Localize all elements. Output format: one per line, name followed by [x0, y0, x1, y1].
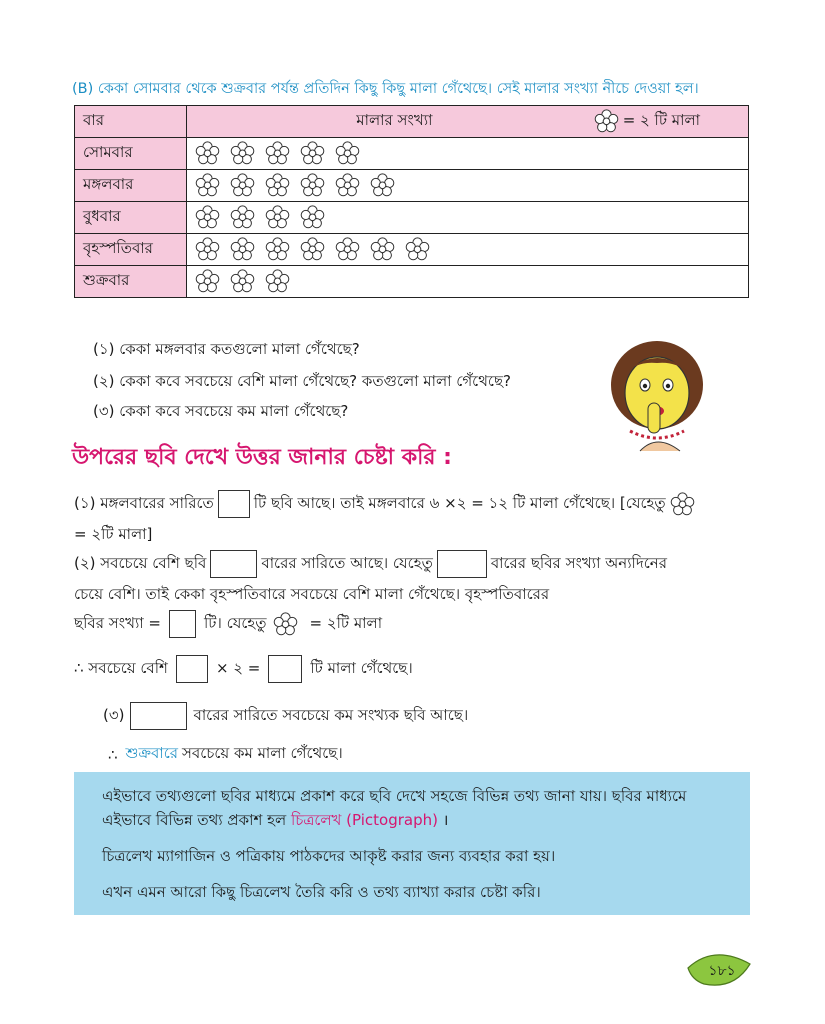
flower-row — [195, 237, 740, 262]
table-row — [75, 170, 749, 202]
answer-2-text-3: বারের ছবির সংখ্যা অন্যদিনের — [490, 553, 667, 572]
answer-2-line-2: চেয়ে বেশি। তাই কেকা বৃহস্পতিবারে সবচেয়ে বেশি মালা গেঁথেছে। বৃহস্পতিবারের — [74, 585, 550, 603]
col-day-header: বার — [75, 106, 187, 138]
flower-icon — [594, 109, 619, 134]
flower-icon — [300, 173, 325, 198]
therefore-line-2 — [108, 742, 343, 767]
answer-2 — [74, 550, 667, 578]
table-row — [75, 266, 749, 298]
answer-2-text-6: = ২টি মালা — [309, 613, 383, 632]
flower-icon — [195, 205, 220, 230]
answer-1 — [74, 490, 695, 518]
flower-icon — [195, 173, 220, 198]
therefore-text-3: টি মালা গেঁথেছে। — [310, 658, 413, 677]
table-row — [75, 202, 749, 234]
key-legend — [594, 109, 700, 134]
intro-text: (B) কেকা সোমবার থেকে শুক্রবার পর্যন্ত প্রতিদিন কিছু কিছু মালা গেঁথেছে। সেই মালার সংখ্যা নীচে দেওয়া হল। — [72, 81, 699, 97]
answer-3-text-2: বারের সারিতে সবচেয়ে কম সংখ্যক ছবি আছে। — [193, 705, 469, 724]
flower-icon — [230, 237, 255, 262]
answer-box[interactable] — [169, 610, 196, 638]
col-count-header: মালার সংখ্যা — [356, 111, 433, 129]
answer-2-line-3 — [74, 610, 382, 638]
flower-icon — [230, 173, 255, 198]
key-label: = ২ টি মালা — [622, 111, 700, 129]
day-cell: বৃহস্পতিবার — [75, 234, 187, 266]
flower-row — [195, 269, 740, 294]
table-row — [75, 138, 749, 170]
therefore-day: শুক্রবারে — [125, 744, 178, 762]
flower-icon — [195, 237, 220, 262]
flower-icon — [230, 205, 255, 230]
info-paragraph-3: এখন এমন আরো কিছু চিত্রলেখ তৈরি করি ও তথ্য ব্যাখ্যা করার চেষ্টা করি। — [102, 883, 541, 901]
answer-1-text-2: টি ছবি আছে। তাই মঙ্গলবারে ৬ ×২ = ১২ টি মালা গেঁথেছে। [যেহেতু — [253, 493, 666, 512]
flower-icon — [335, 237, 360, 262]
flower-row — [195, 205, 740, 230]
answer-2-text-4: ছবির সংখ্যা = — [74, 613, 162, 632]
answer-box[interactable] — [130, 702, 187, 730]
answer-2-text-5: টি। যেহেতু — [204, 613, 267, 632]
pictograph-term: চিত্রলেখ (Pictograph) — [290, 811, 438, 829]
page-number — [684, 946, 754, 991]
answer-2-text: (২) সবচেয়ে বেশি ছবি — [74, 553, 207, 572]
section-heading: উপরের ছবি দেখে উত্তর জানার চেষ্টা করি : — [72, 445, 452, 470]
therefore-symbol: ∴ — [108, 745, 118, 764]
day-cell: শুক্রবার — [75, 266, 187, 298]
therefore-text-2: × ২ = — [215, 658, 261, 677]
flower-icon — [230, 141, 255, 166]
answer-box[interactable] — [176, 655, 208, 683]
pictograph-table — [74, 105, 749, 298]
table-header-row — [75, 106, 749, 138]
flower-icon — [265, 141, 290, 166]
flower-icon — [300, 141, 325, 166]
answer-box[interactable] — [218, 490, 250, 518]
info-paragraph-2: চিত্রলেখ ম্যাগাজিন ও পত্রিকায় পাঠকদের আকৃষ্ট করার জন্য ব্যবহার করা হয়। — [102, 847, 556, 865]
flower-icon — [265, 269, 290, 294]
flower-icon — [265, 173, 290, 198]
flower-icon — [370, 173, 395, 198]
flower-row — [195, 173, 740, 198]
answer-1-line-2: = ২টি মালা] — [74, 525, 153, 543]
flower-icon — [230, 269, 255, 294]
leaf-page-number — [684, 946, 754, 991]
question-2: (২) কেকা কবে সবচেয়ে বেশি মালা গেঁথেছে? কতগুলো মালা গেঁথেছে? — [93, 372, 511, 390]
day-cell: বুধবার — [75, 202, 187, 234]
flower-icon — [265, 237, 290, 262]
page-number-text: ১৮১ — [708, 963, 736, 979]
flower-icon — [195, 269, 220, 294]
girl-illustration — [600, 333, 715, 468]
table-row — [75, 234, 749, 266]
question-3: (৩) কেকা কবে সবচেয়ে কম মালা গেঁথেছে? — [93, 402, 349, 420]
flower-icon — [300, 237, 325, 262]
info-box — [74, 772, 750, 915]
day-cell: মঙ্গলবার — [75, 170, 187, 202]
therefore-line-1 — [74, 655, 413, 683]
flower-row — [195, 141, 740, 166]
flower-icon — [670, 492, 695, 517]
answer-2-text-2: বারের সারিতে আছে। যেহেতু — [261, 553, 433, 572]
flower-icon — [335, 173, 360, 198]
flower-icon — [335, 141, 360, 166]
flower-icon — [273, 612, 298, 637]
flower-icon — [195, 141, 220, 166]
therefore-text: ∴ সবচেয়ে বেশি — [74, 658, 168, 677]
answer-3 — [103, 702, 468, 730]
flower-icon — [265, 205, 290, 230]
info-paragraph-1: এইভাবে তথ্যগুলো ছবির মাধ্যমে প্রকাশ করে ছবি দেখে সহজে বিভিন্ন তথ্য জানা যায়। ছবির মাধ্যমে এইভাবে বিভিন্ন তথ্য প্রকাশ হল চিত্রলেখ (Pictograph) । — [102, 787, 687, 829]
therefore-text-4: সবচেয়ে কম মালা গেঁথেছে। — [181, 744, 343, 762]
answer-box[interactable] — [268, 655, 302, 683]
flower-icon — [405, 237, 430, 262]
answer-box[interactable] — [437, 550, 487, 578]
answer-3-text: (৩) — [103, 705, 125, 724]
answer-box[interactable] — [210, 550, 257, 578]
day-cell: সোমবার — [75, 138, 187, 170]
flower-icon — [370, 237, 395, 262]
flower-icon — [300, 205, 325, 230]
answer-1-text: (১) মঙ্গলবারের সারিতে — [74, 493, 214, 512]
question-1: (১) কেকা মঙ্গলবার কতগুলো মালা গেঁথেছে? — [93, 340, 360, 358]
